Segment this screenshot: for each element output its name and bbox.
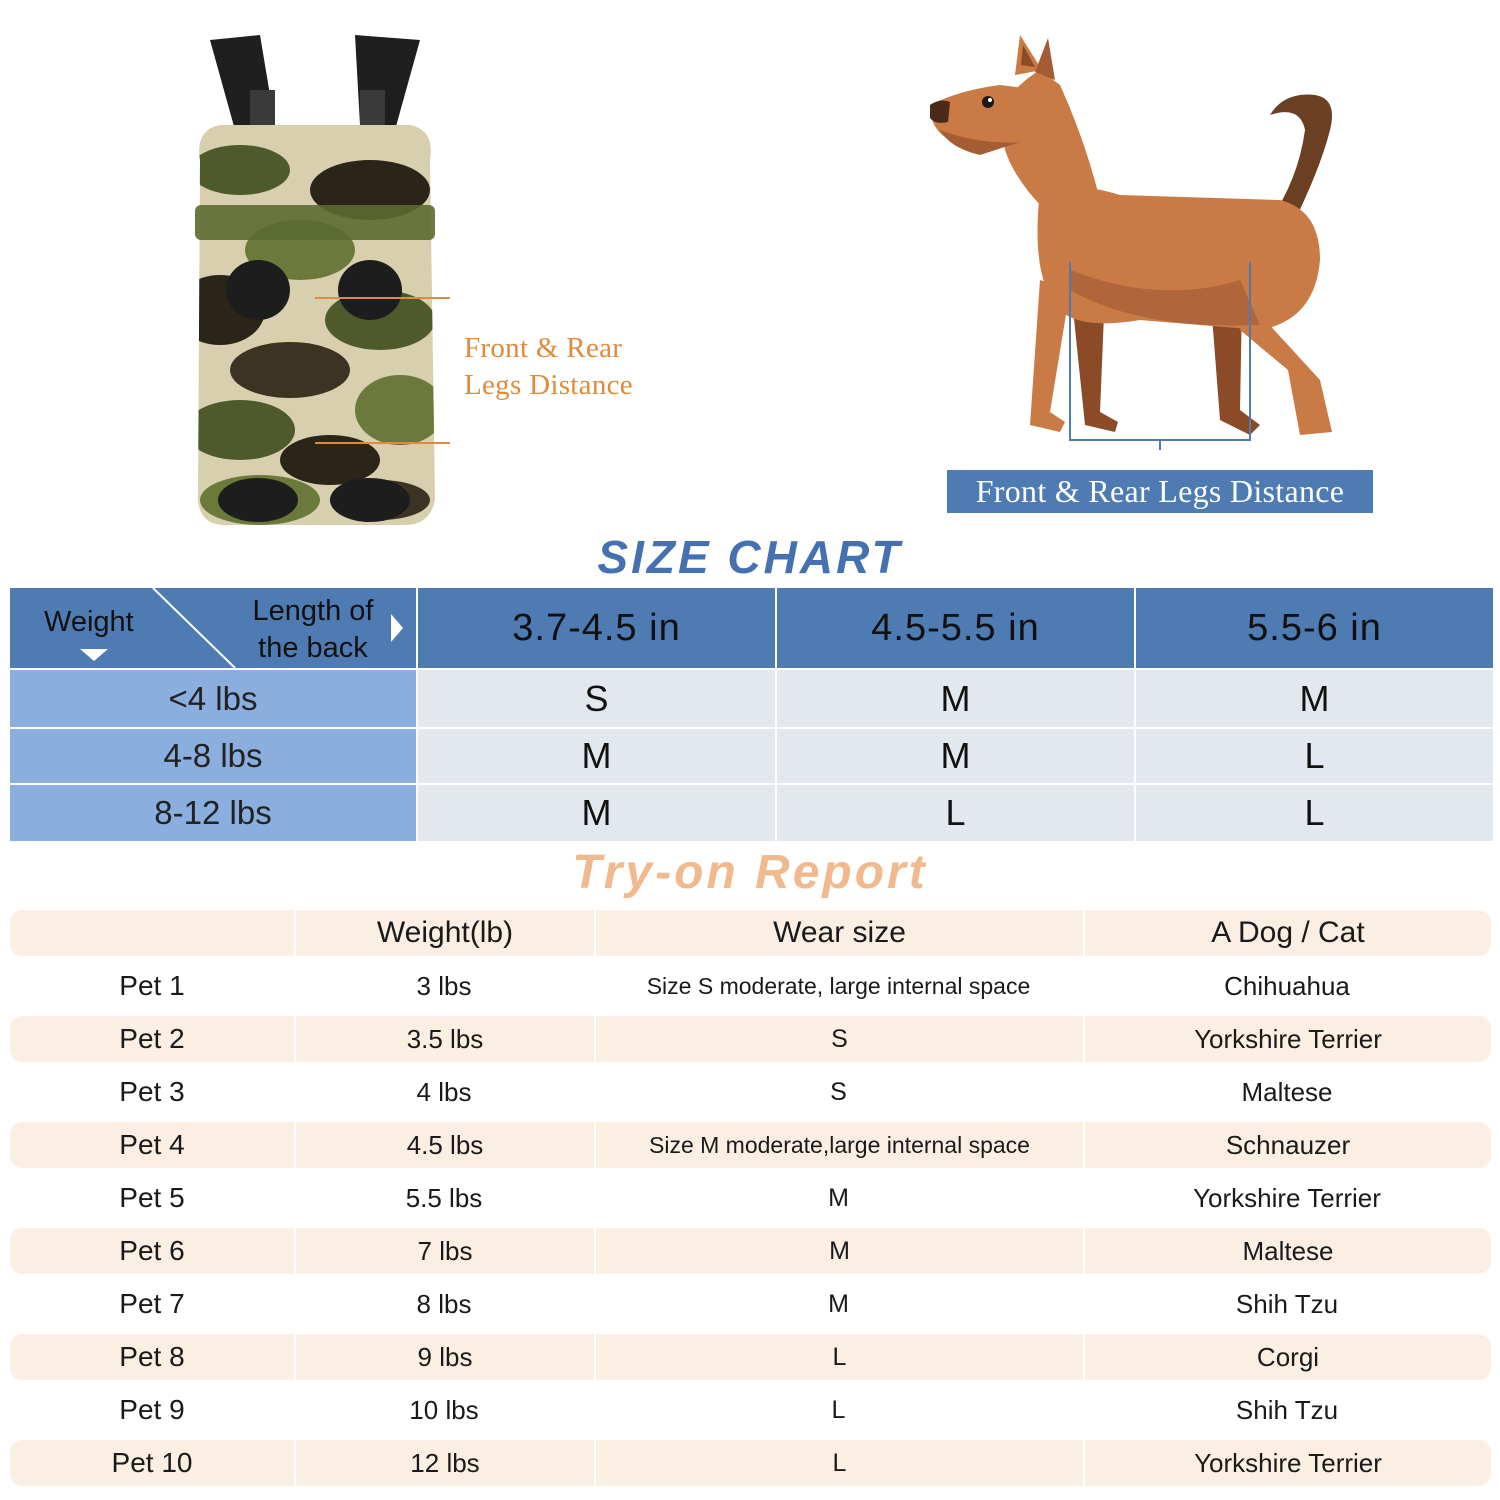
size-cell: L	[1136, 785, 1493, 841]
tryon-row	[10, 1334, 1491, 1380]
tryon-row	[10, 963, 1491, 1009]
pet-label: Pet 10	[111, 1447, 193, 1478]
size-col-header: 4.5-5.5 in	[777, 588, 1134, 668]
size-cell: M	[777, 670, 1134, 727]
wear-size: L	[594, 1440, 1083, 1486]
tryon-col-header: Wear size	[594, 910, 1083, 956]
pet-breed: Maltese	[1241, 1076, 1333, 1107]
pet-breed: Schnauzer	[1083, 1122, 1491, 1168]
arrow-down-icon	[80, 649, 108, 661]
pet-label: Pet 4	[119, 1129, 185, 1160]
tryon-row	[10, 1016, 1491, 1062]
tryon-row	[10, 1228, 1491, 1274]
pet-breed: Chihuahua	[1224, 970, 1350, 1001]
pet-breed: Yorkshire Terrier	[1083, 1440, 1491, 1486]
pet-label: Pet 5	[119, 1182, 185, 1213]
size-chart-title: SIZE CHART	[597, 531, 903, 583]
pet-breed: Yorkshire Terrier	[1083, 1016, 1491, 1062]
wear-size: Size M moderate,large internal space	[594, 1122, 1083, 1168]
pet-breed: Corgi	[1083, 1334, 1491, 1380]
size-chart-corner-header	[10, 588, 416, 668]
pet-label: Pet 2	[119, 1023, 185, 1054]
size-col-header: 3.7-4.5 in	[418, 588, 775, 668]
pet-label: Pet 3	[119, 1076, 185, 1107]
tryon-row	[10, 1175, 1491, 1221]
pet-weight: 4.5 lbs	[294, 1122, 594, 1168]
wear-size: S	[830, 1077, 847, 1106]
caption-line: Front & Rear	[464, 332, 623, 364]
dog-illustration	[920, 30, 1380, 450]
pet-label: Pet 9	[119, 1394, 185, 1425]
pet-weight: 7 lbs	[294, 1228, 594, 1274]
tryon-col-header: Weight(lb)	[294, 910, 594, 956]
wear-size: Size S moderate, large internal space	[646, 972, 1031, 999]
pet-breed: Maltese	[1083, 1228, 1491, 1274]
wear-size: L	[594, 1334, 1083, 1380]
wear-size: M	[828, 1289, 849, 1318]
size-cell: M	[418, 729, 775, 783]
camo-pet-carrier-image	[180, 30, 450, 530]
pet-weight: 12 lbs	[294, 1440, 594, 1486]
size-cell: L	[1136, 729, 1493, 783]
dog-legs-distance-label: Front & Rear Legs Distance	[947, 470, 1373, 513]
pet-label: Pet 6	[119, 1235, 185, 1266]
tryon-row	[10, 1387, 1491, 1433]
back-length-axis-label	[238, 593, 388, 667]
tryon-col-header: A Dog / Cat	[1083, 910, 1491, 956]
tryon-header-row	[10, 910, 1491, 956]
tryon-col-header	[10, 910, 294, 956]
pet-weight: 9 lbs	[294, 1334, 594, 1380]
tryon-row	[10, 1122, 1491, 1168]
size-cell: S	[418, 670, 775, 727]
tryon-report-title: Try-on Report	[572, 846, 928, 899]
tryon-row	[10, 1440, 1491, 1486]
pet-weight: 3.5 lbs	[294, 1016, 594, 1062]
size-col-header: 5.5-6 in	[1136, 588, 1493, 668]
size-cell: L	[777, 785, 1134, 841]
wear-size: L	[831, 1395, 846, 1424]
size-chart-table	[10, 588, 1491, 839]
size-cell: M	[1136, 670, 1493, 727]
size-cell: M	[418, 785, 775, 841]
weight-row-header: 4-8 lbs	[10, 729, 416, 783]
wear-size: M	[594, 1228, 1083, 1274]
back-length-label-line: the back	[258, 632, 368, 664]
weight-row-header: <4 lbs	[10, 670, 416, 727]
pet-weight: 4 lbs	[416, 1076, 472, 1107]
pet-weight: 10 lbs	[409, 1394, 479, 1425]
pet-breed: Shih Tzu	[1235, 1394, 1339, 1425]
pet-label: Pet 7	[119, 1288, 185, 1319]
tryon-row	[10, 1069, 1491, 1115]
pet-weight: 3 lbs	[416, 970, 472, 1001]
caption-line: Legs Distance	[464, 369, 633, 401]
size-cell: M	[777, 729, 1134, 783]
weight-row-header: 8-12 lbs	[10, 785, 416, 841]
pet-label: Pet 1	[119, 970, 185, 1001]
tryon-row	[10, 1281, 1491, 1327]
arrow-right-icon	[391, 614, 403, 642]
pet-breed: Shih Tzu	[1235, 1288, 1339, 1319]
weight-axis-label: Weight	[44, 606, 134, 638]
carrier-legs-distance-caption	[464, 330, 724, 404]
pet-weight: 8 lbs	[416, 1288, 472, 1319]
wear-size: M	[828, 1183, 849, 1212]
back-length-label-line: Length of	[252, 595, 374, 627]
pet-weight: 5.5 lbs	[405, 1182, 483, 1213]
pet-breed: Yorkshire Terrier	[1193, 1182, 1381, 1213]
pet-label: Pet 8	[119, 1341, 185, 1372]
wear-size: S	[594, 1016, 1083, 1062]
